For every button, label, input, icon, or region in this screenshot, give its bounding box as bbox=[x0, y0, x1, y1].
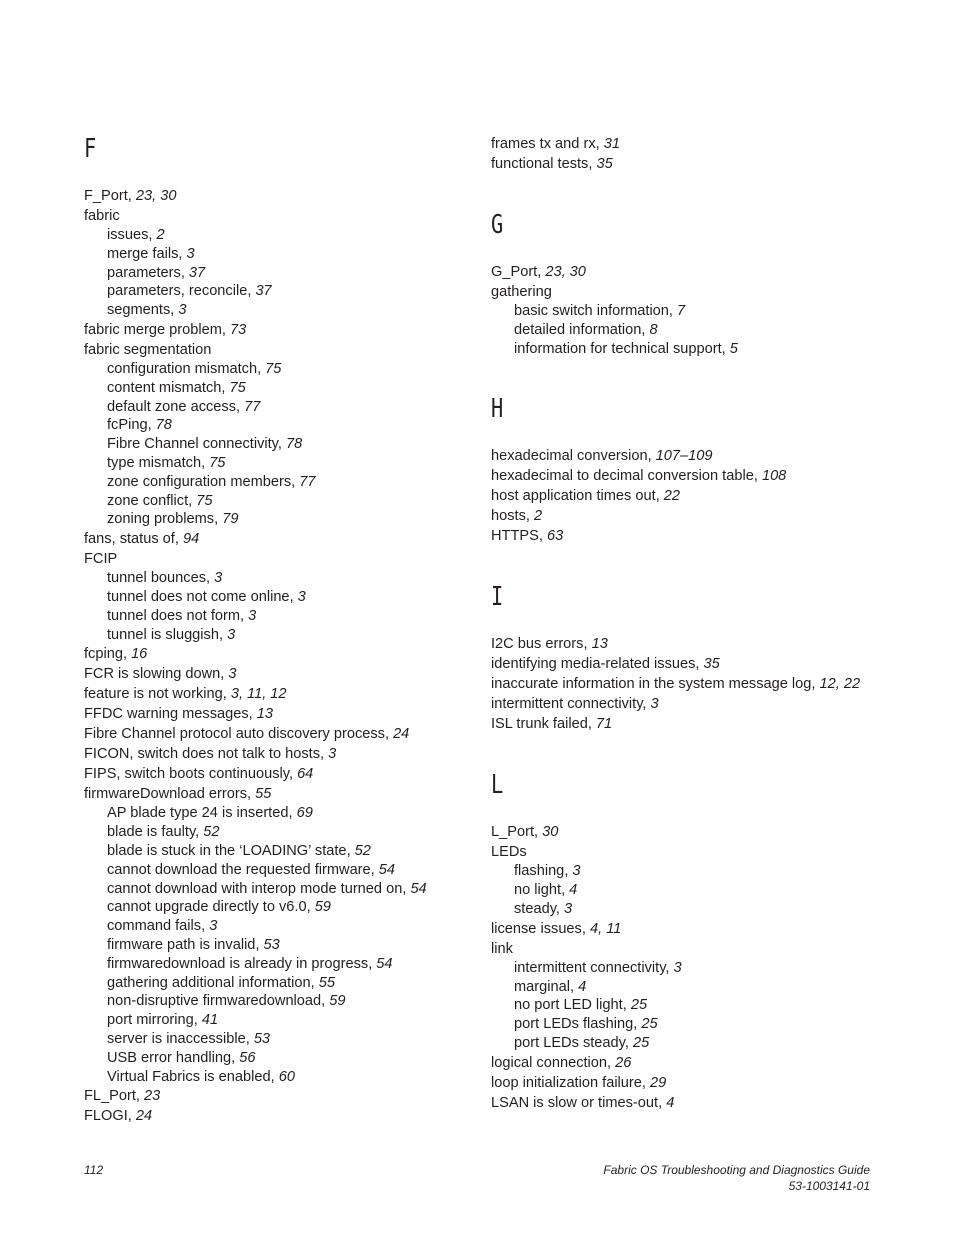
entry-term: parameters, reconcile bbox=[107, 283, 248, 300]
index-subentry: default zone access, 77 bbox=[107, 398, 261, 415]
entry-page-refs[interactable]: 3 bbox=[328, 746, 337, 763]
entry-term: LSAN is slow or times-out bbox=[491, 1094, 659, 1111]
index-subentry: cannot download with interop mode turned on, 54 bbox=[107, 880, 427, 897]
entry-term: gathering additional information bbox=[107, 974, 311, 991]
entry-term: hexadecimal conversion bbox=[491, 448, 648, 465]
entry-page-refs[interactable]: 2 bbox=[156, 227, 165, 243]
entry-page-refs[interactable]: 2 bbox=[534, 508, 543, 525]
entry-term: feature is not working bbox=[84, 686, 223, 703]
entry-term: blade is faulty bbox=[107, 824, 196, 841]
entry-term: tunnel is sluggish bbox=[107, 626, 219, 643]
index-entry: I2C bus errors, 13 bbox=[491, 636, 608, 653]
entry-term: firmwaredownload is already in progress bbox=[107, 955, 369, 972]
index-subentry: content mismatch, 75 bbox=[107, 379, 246, 396]
entry-term: frames tx and rx bbox=[491, 136, 596, 152]
entry-term: issues bbox=[107, 227, 149, 243]
entry-page-refs[interactable]: 30 bbox=[542, 824, 559, 841]
index-entry: HTTPS, 63 bbox=[491, 528, 564, 545]
entry-term: zoning problems bbox=[107, 511, 215, 528]
index-subentry: parameters, 37 bbox=[107, 264, 206, 281]
entry-term: hexadecimal to decimal conversion table bbox=[491, 468, 754, 485]
entry-page-refs[interactable]: 23 bbox=[144, 1088, 161, 1105]
index-subentry: intermittent connectivity, 3 bbox=[514, 959, 682, 976]
entry-term: tunnel does not form bbox=[107, 607, 241, 624]
index-entry bbox=[491, 842, 891, 862]
entry-term: fabric segmentation bbox=[84, 341, 212, 358]
entry-page-refs[interactable]: 75 bbox=[209, 454, 226, 471]
index-entry: hexadecimal to decimal conversion table, 108 bbox=[491, 468, 787, 485]
entry-page-refs[interactable]: 3 bbox=[186, 245, 195, 262]
index-entry: ISL trunk failed, 71 bbox=[491, 716, 613, 733]
index-entry: Fibre Channel protocol auto discovery process, 24 bbox=[84, 726, 410, 743]
entry-page-refs[interactable]: 25 bbox=[632, 1034, 650, 1051]
entry-term: fabric bbox=[84, 208, 120, 224]
index-entry: host application times out, 22 bbox=[491, 488, 681, 505]
entry-term: FFDC warning messages bbox=[84, 706, 249, 723]
entry-term: functional tests bbox=[491, 156, 589, 172]
index-subentry: type mismatch, 75 bbox=[107, 454, 226, 471]
index-entry: identifying media-related issues, 35 bbox=[491, 656, 720, 673]
index-entry: hosts, 2 bbox=[491, 508, 543, 525]
index-subentry: Fibre Channel connectivity, 78 bbox=[107, 436, 303, 453]
entry-term: FL_Port bbox=[84, 1088, 136, 1105]
index-subentry: cannot download the requested firmware, 54 bbox=[107, 861, 396, 878]
entry-term: F_Port bbox=[84, 188, 128, 204]
index-subentry: tunnel does not come online, 3 bbox=[107, 588, 306, 605]
entry-page-refs[interactable]: 52 bbox=[354, 842, 371, 859]
section-letter: L bbox=[491, 770, 504, 801]
index-subentry: tunnel is sluggish, 3 bbox=[107, 626, 236, 643]
index-entry: FLOGI, 24 bbox=[84, 1108, 153, 1125]
entry-page-refs[interactable]: 3 bbox=[178, 302, 187, 319]
index-entry: fabric merge problem, 73 bbox=[84, 321, 247, 338]
index-entry: intermittent connectivity, 3 bbox=[491, 696, 659, 713]
entry-page-refs[interactable]: 13 bbox=[591, 636, 608, 653]
entry-term: blade is stuck in the ‘LOADING’ state bbox=[107, 842, 347, 859]
index-entry: FCR is slowing down, 3 bbox=[84, 666, 237, 683]
entry-term: FCR is slowing down bbox=[84, 666, 221, 683]
entry-term: merge fails bbox=[107, 245, 179, 262]
entry-page-refs[interactable]: 37 bbox=[188, 264, 206, 281]
index-subentry: USB error handling, 56 bbox=[107, 1049, 256, 1066]
index-entry: hexadecimal conversion, 107–109 bbox=[491, 448, 713, 465]
entry-page-refs[interactable]: 77 bbox=[244, 398, 261, 415]
entry-term: USB error handling bbox=[107, 1049, 232, 1066]
entry-page-refs[interactable]: 73 bbox=[230, 321, 247, 338]
entry-page-refs[interactable]: 71 bbox=[595, 716, 613, 733]
entry-term: HTTPS bbox=[491, 528, 539, 545]
entry-term: ISL trunk failed bbox=[491, 716, 588, 733]
entry-page-refs[interactable]: 94 bbox=[182, 531, 200, 548]
entry-term: intermittent connectivity bbox=[491, 696, 643, 713]
entry-term: FCIP bbox=[84, 551, 118, 568]
index-entry: G_Port, 23, 30 bbox=[491, 264, 586, 280]
entry-term: G_Port bbox=[491, 264, 538, 280]
entry-term: L_Port bbox=[491, 824, 534, 841]
entry-term: fcPing bbox=[107, 417, 148, 434]
index-subentry: no light, 4 bbox=[514, 882, 578, 899]
entry-term: tunnel bounces bbox=[107, 570, 206, 587]
entry-page-refs[interactable]: 29 bbox=[650, 1074, 667, 1091]
entry-page-refs[interactable]: 23, 30 bbox=[545, 264, 586, 280]
index-column-right bbox=[491, 134, 891, 1149]
entry-page-refs[interactable]: 54 bbox=[410, 880, 427, 897]
index-entry: fans, status of, 94 bbox=[84, 531, 200, 548]
index-entry: license issues, 4, 11 bbox=[491, 920, 622, 937]
entry-page-refs[interactable]: 3 bbox=[248, 607, 257, 624]
entry-term: fabric merge problem bbox=[84, 321, 222, 338]
index-entry: logical connection, 26 bbox=[491, 1054, 632, 1071]
entry-term: zone conflict bbox=[107, 492, 189, 509]
index-entry: functional tests, 35 bbox=[491, 156, 613, 172]
index-subentry: zone conflict, 75 bbox=[107, 492, 213, 509]
section-letter: H bbox=[491, 394, 504, 425]
index-subentry: parameters, reconcile, 37 bbox=[107, 283, 272, 300]
entry-page-refs[interactable]: 54 bbox=[376, 955, 393, 972]
index-section bbox=[84, 134, 474, 1126]
index-subentry: flashing, 3 bbox=[514, 863, 581, 880]
entry-term: FIPS, switch boots continuously bbox=[84, 766, 289, 783]
entry-page-refs[interactable]: 3 bbox=[297, 588, 306, 605]
entry-term: type mismatch bbox=[107, 454, 202, 471]
entry-page-refs[interactable]: 4 bbox=[666, 1094, 675, 1111]
entry-term: parameters bbox=[107, 264, 181, 281]
index-entry bbox=[84, 340, 474, 360]
entry-page-refs[interactable]: 5 bbox=[729, 340, 738, 357]
entry-term: flashing bbox=[514, 863, 565, 880]
entry-term: hosts bbox=[491, 508, 526, 525]
entry-page-refs[interactable]: 3 bbox=[673, 959, 682, 976]
entry-term: server is inaccessible bbox=[107, 1030, 246, 1047]
index-subentry: gathering additional information, 55 bbox=[107, 974, 335, 991]
index-entry: FICON, switch does not talk to hosts, 3 bbox=[84, 746, 337, 763]
index-section bbox=[491, 582, 891, 734]
entry-page-refs[interactable]: 7 bbox=[677, 303, 686, 319]
entry-page-refs[interactable]: 31 bbox=[603, 136, 620, 152]
entry-page-refs[interactable]: 4 bbox=[578, 978, 587, 995]
index-subentry: server is inaccessible, 53 bbox=[107, 1030, 271, 1047]
entry-page-refs[interactable]: 69 bbox=[296, 805, 313, 822]
index-subentry: tunnel bounces, 3 bbox=[107, 570, 223, 587]
entry-page-refs[interactable]: 54 bbox=[378, 861, 396, 878]
index-section bbox=[491, 394, 891, 546]
entry-term: logical connection bbox=[491, 1054, 608, 1071]
entry-term: port LEDs flashing bbox=[514, 1016, 634, 1033]
index-subentry: port LEDs steady, 25 bbox=[514, 1034, 650, 1051]
entry-page-refs[interactable]: 35 bbox=[596, 156, 613, 172]
index-subentry: blade is stuck in the ‘LOADING’ state, 52 bbox=[107, 842, 371, 859]
index-subentry: configuration mismatch, 75 bbox=[107, 360, 282, 377]
entry-page-refs[interactable]: 108 bbox=[761, 468, 787, 485]
entry-term: inaccurate information in the system message log bbox=[491, 676, 812, 693]
entry-page-refs[interactable]: 22 bbox=[663, 488, 681, 505]
footer-doc-info bbox=[603, 1162, 870, 1194]
entry-term: Virtual Fabrics is enabled bbox=[107, 1068, 271, 1085]
index-entry: L_Port, 30 bbox=[491, 824, 559, 841]
entry-page-refs[interactable]: 55 bbox=[318, 974, 335, 991]
entry-term: loop initialization failure bbox=[491, 1074, 642, 1091]
index-subentry: marginal, 4 bbox=[514, 978, 587, 995]
index-subentry: zone configuration members, 77 bbox=[107, 473, 316, 490]
index-section bbox=[491, 210, 891, 358]
index-entry: FIPS, switch boots continuously, 64 bbox=[84, 766, 314, 783]
index-subentry: cannot upgrade directly to v6.0, 59 bbox=[107, 899, 331, 916]
entry-term: AP blade type 24 is inserted bbox=[107, 805, 289, 822]
entry-term: port mirroring bbox=[107, 1012, 194, 1029]
entry-term: fcping bbox=[84, 646, 123, 663]
index-entry: feature is not working, 3, 11, 12 bbox=[84, 686, 287, 703]
entry-term: Fibre Channel protocol auto discovery process bbox=[84, 726, 385, 743]
entry-term: firmware path is invalid bbox=[107, 936, 256, 953]
entry-page-refs[interactable]: 79 bbox=[222, 511, 239, 528]
entry-term: content mismatch bbox=[107, 379, 222, 396]
entry-term: I2C bus errors bbox=[491, 636, 584, 653]
entry-page-refs[interactable]: 3 bbox=[228, 666, 237, 683]
index-entry: loop initialization failure, 29 bbox=[491, 1074, 667, 1091]
entry-term: information for technical support bbox=[514, 340, 722, 357]
entry-term: cannot download the requested firmware bbox=[107, 861, 371, 878]
entry-term: LEDs bbox=[491, 844, 527, 861]
entry-page-refs[interactable]: 3 bbox=[564, 900, 573, 917]
index-subentry: issues, 2 bbox=[107, 227, 165, 243]
index-entry bbox=[84, 206, 474, 226]
entry-term: steady bbox=[514, 900, 556, 917]
entry-page-refs[interactable]: 53 bbox=[263, 936, 280, 953]
entry-page-refs[interactable]: 75 bbox=[196, 492, 213, 509]
index-entry: FFDC warning messages, 13 bbox=[84, 706, 273, 723]
entry-term: fans, status of bbox=[84, 531, 175, 548]
index-entry: fcping, 16 bbox=[84, 646, 148, 663]
entry-term: gathering bbox=[491, 284, 552, 300]
entry-term: license issues bbox=[491, 920, 582, 937]
entry-page-refs[interactable]: 24 bbox=[393, 726, 410, 743]
section-letter: I bbox=[491, 582, 504, 613]
index-subentry: port mirroring, 41 bbox=[107, 1012, 219, 1029]
entry-page-refs[interactable]: 77 bbox=[299, 473, 316, 490]
entry-page-refs[interactable]: 64 bbox=[297, 766, 314, 783]
index-entry: frames tx and rx, 31 bbox=[491, 136, 620, 152]
index-entry: F_Port, 23, 30 bbox=[84, 188, 177, 204]
entry-page-refs[interactable]: 3 bbox=[572, 863, 581, 880]
entry-term: segments bbox=[107, 302, 171, 319]
index-section bbox=[491, 134, 891, 174]
index-subentry: blade is faulty, 52 bbox=[107, 824, 220, 841]
index-entry: LSAN is slow or times-out, 4 bbox=[491, 1094, 675, 1111]
section-letter: G bbox=[491, 210, 504, 240]
entry-term: command fails bbox=[107, 918, 202, 935]
entry-term: identifying media-related issues bbox=[491, 656, 696, 673]
index-entry: inaccurate information in the system message log, 12, 22 bbox=[491, 676, 861, 693]
guide-title: Fabric OS Troubleshooting and Diagnostics Guide bbox=[603, 1163, 870, 1177]
index-subentry: no port LED light, 25 bbox=[514, 997, 648, 1014]
entry-page-refs[interactable]: 25 bbox=[630, 997, 648, 1014]
entry-term: tunnel does not come online bbox=[107, 588, 290, 605]
entry-term: marginal bbox=[514, 978, 570, 995]
index-entry bbox=[491, 282, 891, 302]
entry-page-refs[interactable]: 107–109 bbox=[655, 448, 713, 465]
entry-page-refs[interactable]: 4, 11 bbox=[589, 920, 622, 937]
entry-page-refs[interactable]: 75 bbox=[265, 360, 282, 377]
index-subentry: port LEDs flashing, 25 bbox=[514, 1016, 658, 1033]
index-subentry: tunnel does not form, 3 bbox=[107, 607, 257, 624]
index-subentry: command fails, 3 bbox=[107, 918, 218, 935]
entry-page-refs[interactable]: 3 bbox=[209, 918, 218, 935]
entry-page-refs[interactable]: 25 bbox=[641, 1016, 658, 1033]
entry-term: firmwareDownload errors bbox=[84, 786, 248, 803]
entry-term: non-disruptive firmwaredownload bbox=[107, 993, 322, 1010]
page-number: 112 bbox=[84, 1163, 104, 1177]
entry-page-refs[interactable]: 23, 30 bbox=[135, 188, 177, 204]
entry-page-refs[interactable]: 60 bbox=[278, 1068, 295, 1085]
index-section bbox=[491, 770, 891, 1112]
entry-page-refs[interactable]: 16 bbox=[131, 646, 148, 663]
index-subentry: basic switch information, 7 bbox=[514, 303, 686, 319]
index-subentry: fcPing, 78 bbox=[107, 417, 172, 434]
entry-page-refs[interactable]: 78 bbox=[286, 436, 303, 453]
entry-page-refs[interactable]: 8 bbox=[649, 321, 658, 338]
entry-term: host application times out bbox=[491, 488, 656, 505]
index-entry: firmwareDownload errors, 55 bbox=[84, 786, 272, 803]
entry-term: cannot upgrade directly to v6.0 bbox=[107, 899, 307, 916]
entry-page-refs[interactable]: 59 bbox=[314, 899, 331, 916]
entry-term: default zone access bbox=[107, 398, 236, 415]
entry-term: configuration mismatch bbox=[107, 360, 258, 377]
index-subentry: firmware path is invalid, 53 bbox=[107, 936, 280, 953]
index-subentry: information for technical support, 5 bbox=[514, 340, 738, 357]
index-subentry: segments, 3 bbox=[107, 302, 187, 319]
entry-page-refs[interactable]: 56 bbox=[239, 1049, 256, 1066]
entry-page-refs[interactable]: 52 bbox=[203, 824, 220, 841]
entry-page-refs[interactable]: 55 bbox=[255, 786, 272, 803]
entry-page-refs[interactable]: 41 bbox=[201, 1012, 219, 1029]
index-subentry: merge fails, 3 bbox=[107, 245, 195, 262]
entry-page-refs[interactable]: 13 bbox=[256, 706, 273, 723]
entry-page-refs[interactable]: 75 bbox=[229, 379, 246, 396]
entry-page-refs[interactable]: 53 bbox=[253, 1030, 271, 1047]
entry-term: detailed information bbox=[514, 321, 642, 338]
entry-term: port LEDs steady bbox=[514, 1034, 625, 1051]
entry-term: cannot download with interop mode turned on bbox=[107, 880, 403, 897]
index-subentry: steady, 3 bbox=[514, 900, 573, 917]
section-letter: F bbox=[84, 134, 97, 164]
entry-term: no port LED light bbox=[514, 997, 623, 1014]
entry-term: FLOGI bbox=[84, 1108, 128, 1125]
entry-page-refs[interactable]: 59 bbox=[329, 993, 346, 1010]
index-subentry: Virtual Fabrics is enabled, 60 bbox=[107, 1068, 295, 1085]
index-entry bbox=[84, 549, 474, 569]
entry-term: basic switch information bbox=[514, 303, 669, 319]
entry-page-refs[interactable]: 78 bbox=[155, 417, 172, 434]
index-column-left bbox=[84, 134, 474, 1162]
entry-page-refs[interactable]: 3 bbox=[650, 696, 659, 713]
entry-page-refs[interactable]: 3 bbox=[227, 626, 236, 643]
index-subentry: firmwaredownload is already in progress, 54 bbox=[107, 955, 393, 972]
entry-page-refs[interactable]: 12, 22 bbox=[819, 676, 861, 693]
entry-page-refs[interactable]: 24 bbox=[135, 1108, 153, 1125]
index-subentry: detailed information, 8 bbox=[514, 321, 658, 338]
entry-term: FICON, switch does not talk to hosts bbox=[84, 746, 321, 763]
doc-number: 53-1003141-01 bbox=[788, 1179, 870, 1193]
entry-page-refs[interactable]: 37 bbox=[255, 283, 272, 300]
entry-page-refs[interactable]: 4 bbox=[569, 882, 578, 899]
entry-term: zone configuration members bbox=[107, 473, 292, 490]
entry-page-refs[interactable]: 26 bbox=[615, 1054, 632, 1071]
index-subentry: zoning problems, 79 bbox=[107, 511, 239, 528]
entry-page-refs[interactable]: 3 bbox=[214, 570, 223, 587]
entry-term: link bbox=[491, 940, 513, 957]
entry-term: Fibre Channel connectivity bbox=[107, 436, 278, 453]
entry-term: no light bbox=[514, 882, 562, 899]
entry-page-refs[interactable]: 63 bbox=[546, 528, 564, 545]
index-subentry: non-disruptive firmwaredownload, 59 bbox=[107, 993, 346, 1010]
index-entry bbox=[491, 939, 891, 959]
entry-page-refs[interactable]: 35 bbox=[703, 656, 720, 673]
entry-term: intermittent connectivity bbox=[514, 959, 666, 976]
index-subentry: AP blade type 24 is inserted, 69 bbox=[107, 805, 313, 822]
index-entry: FL_Port, 23 bbox=[84, 1088, 161, 1105]
entry-page-refs[interactable]: 3, 11, 12 bbox=[230, 686, 287, 703]
